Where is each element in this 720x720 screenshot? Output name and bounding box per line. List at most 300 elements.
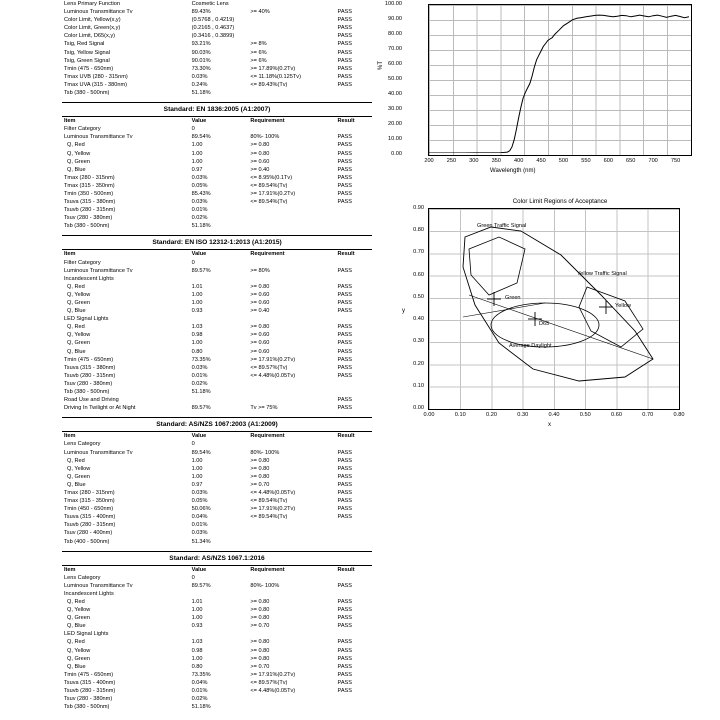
- row-result: PASS: [337, 465, 353, 472]
- table-row: [62, 655, 372, 663]
- standard-table: [62, 250, 372, 412]
- row-requirement: 80%- 100%: [250, 582, 280, 589]
- row-item: Q, Green: [67, 473, 91, 480]
- row-item: Tsig, Yellow Signal: [64, 49, 111, 56]
- row-requirement: >= 17.89%(0.2Tv): [250, 65, 296, 72]
- table-row: [62, 16, 372, 24]
- chromaticity-y-tick: 0.80: [413, 227, 424, 234]
- transmittance-y-tick: 80.00: [388, 31, 402, 37]
- report-tables-column: [62, 0, 372, 720]
- row-item: Q, Yellow: [67, 607, 91, 614]
- table-row: [62, 214, 372, 222]
- row-value: Cosmetic Lens: [191, 1, 229, 7]
- row-result: PASS: [337, 49, 353, 56]
- row-item: Q, Yellow: [67, 647, 91, 654]
- point-label-green: Green: [505, 295, 521, 301]
- row-value: 1.00: [191, 615, 203, 622]
- row-result: PASS: [337, 449, 353, 456]
- row-value: [190, 275, 249, 283]
- row-value: 0: [191, 259, 195, 266]
- row-result: [336, 630, 373, 638]
- row-result: PASS: [337, 25, 353, 32]
- table-row: [62, 222, 372, 230]
- row-value: 1.00: [191, 457, 203, 464]
- row-requirement: >= 0.80: [250, 465, 270, 472]
- row-item: Tmax UVB (280 - 315nm): [64, 73, 128, 80]
- table-row: [62, 8, 372, 16]
- chromaticity-x-tick: 0.80: [673, 412, 685, 418]
- row-value: 0.03%: [191, 489, 208, 496]
- row-item: Q, Red: [67, 599, 85, 605]
- row-requirement: [248, 315, 335, 323]
- row-result: PASS: [337, 41, 353, 48]
- row-requirement: >= 0.80: [250, 457, 270, 464]
- annotation-yellow-traffic-signal: Yellow Traffic Signal: [577, 271, 627, 277]
- row-requirement: [248, 125, 335, 133]
- table-row: [62, 671, 372, 679]
- table-row: [62, 606, 372, 614]
- standard-title: Standard: EN 1836:2005 (A1:2007): [62, 102, 372, 117]
- transmittance-y-axis-label: %T: [378, 61, 384, 70]
- row-item: Tsig, Green Signal: [64, 57, 110, 64]
- row-value: 1.00: [191, 158, 203, 165]
- transmittance-x-tick: 200: [424, 158, 434, 164]
- table-header-row: [62, 566, 372, 574]
- row-requirement: >= 17.91%(0.2Tv): [250, 671, 296, 678]
- table-row: [62, 630, 372, 638]
- transmittance-y-tick: 90.00: [388, 16, 402, 22]
- row-value: 0.98: [191, 332, 203, 339]
- table-row: [62, 206, 372, 214]
- table-row: [62, 125, 372, 133]
- row-value: 1.00: [191, 150, 203, 157]
- row-item: Q, Green: [67, 300, 91, 306]
- transmittance-x-tick: 500: [558, 158, 569, 164]
- row-value: 0.04%: [191, 514, 208, 521]
- row-requirement: >= 0.60: [250, 300, 270, 306]
- row-item: Lens Category: [64, 574, 101, 581]
- table-row: [62, 647, 372, 655]
- row-item: Lens Primary Function: [64, 1, 120, 7]
- row-requirement: >= 0.80: [250, 599, 270, 605]
- row-item: Tmax UVA (315 - 380nm): [64, 81, 128, 88]
- row-value: 0.98: [191, 647, 203, 654]
- table-row: [62, 73, 372, 81]
- row-result: [336, 259, 373, 267]
- table-row: [62, 315, 372, 323]
- table-row: [62, 291, 372, 299]
- table-row: [62, 57, 372, 65]
- standard-title: Standard: EN ISO 12312-1:2013 (A1:2015): [62, 235, 372, 250]
- chromaticity-y-tick: 0.30: [413, 338, 424, 345]
- row-item: Incandescent Lights: [64, 275, 114, 282]
- table-row: [62, 275, 372, 283]
- row-result: [336, 315, 373, 323]
- row-value: 0.02%: [191, 380, 208, 387]
- transmittance-y-tick: 50.00: [388, 76, 402, 82]
- row-result: PASS: [337, 372, 353, 379]
- row-requirement: 80%- 100%: [250, 449, 280, 456]
- table-row: [62, 529, 372, 537]
- table-row: [62, 364, 372, 372]
- row-item: Q, Yellow: [67, 150, 91, 157]
- row-requirement: [248, 521, 335, 529]
- chromaticity-x-tick: 0.00: [423, 412, 435, 418]
- table-row: [62, 259, 372, 267]
- row-item: Luminous Transmittance Tv: [64, 449, 133, 456]
- transmittance-x-tick: 450: [536, 158, 546, 164]
- table-row: [62, 622, 372, 630]
- column-header: Requirement: [250, 251, 285, 258]
- row-item: Tsuv (280 - 380nm): [64, 215, 113, 222]
- column-header: Result: [337, 566, 355, 573]
- table-row: [62, 396, 372, 404]
- table-row: [62, 638, 372, 646]
- column-header: Value: [191, 118, 207, 125]
- row-result: PASS: [337, 639, 353, 646]
- chromaticity-y-tick: 0.70: [413, 249, 424, 256]
- table-row: [62, 481, 372, 489]
- chromaticity-x-tick: 0.60: [611, 412, 622, 418]
- row-requirement: [248, 0, 335, 8]
- point-label-d65: D65: [539, 321, 550, 327]
- row-requirement: >= 0.80: [250, 607, 270, 614]
- row-result: PASS: [337, 489, 353, 496]
- row-result: PASS: [337, 615, 353, 622]
- table-row: [62, 614, 372, 622]
- column-header: Value: [191, 251, 207, 258]
- row-value: [190, 630, 249, 638]
- row-item: Tmax (315 - 350nm): [64, 182, 115, 189]
- transmittance-x-tick: 750: [670, 158, 681, 164]
- row-value: 0.03%: [191, 174, 208, 181]
- row-value: 1.00: [191, 142, 203, 149]
- row-result: PASS: [337, 623, 353, 630]
- chromaticity-y-tick: 0.10: [413, 382, 424, 389]
- row-item: LED Signal Lights: [64, 631, 109, 638]
- transmittance-y-tick: 70.00: [388, 46, 402, 52]
- row-item: Tsuvb (280 - 315nm): [64, 207, 116, 214]
- row-requirement: <= 4.48%(0.05Tv): [250, 489, 296, 496]
- row-requirement: <= 11.18%(0.125Tv): [250, 73, 301, 80]
- transmittance-curve: [429, 5, 689, 153]
- row-requirement: [248, 24, 335, 32]
- top-results-table: [62, 0, 372, 97]
- row-requirement: >= 0.80: [250, 324, 270, 331]
- row-value: 51.18%: [191, 704, 211, 711]
- row-value: 73.35%: [191, 356, 211, 363]
- row-value: 0.97: [191, 481, 203, 488]
- transmittance-x-tick: 400: [513, 158, 524, 164]
- row-requirement: >= 0.40: [250, 308, 270, 315]
- row-item: Q, Red: [67, 324, 85, 331]
- row-value: [190, 396, 249, 404]
- row-value: 73.35%: [191, 671, 211, 678]
- row-value: 0.04%: [191, 679, 208, 686]
- table-header-row: [62, 117, 372, 125]
- row-value: 1.00: [191, 607, 203, 614]
- row-value: 0.80: [191, 348, 203, 355]
- row-result: PASS: [337, 340, 353, 347]
- table-row: [62, 89, 372, 97]
- row-requirement: [248, 89, 335, 97]
- row-requirement: <= 89.57%(Tv): [250, 679, 288, 686]
- row-item: Tsuv (280 - 400nm): [64, 530, 113, 537]
- row-value: 0.01%: [191, 522, 208, 529]
- row-requirement: <= 89.54%(Tv): [250, 199, 288, 206]
- row-value: 51.18%: [191, 389, 211, 396]
- chromaticity-y-axis-label: y: [402, 308, 405, 314]
- row-requirement: [248, 538, 335, 546]
- row-item: Tsuva (315 - 380nm): [64, 199, 116, 206]
- chromaticity-x-tick: 0.30: [517, 412, 529, 418]
- row-requirement: [248, 396, 335, 404]
- row-result: PASS: [337, 308, 353, 315]
- table-row: [62, 380, 372, 388]
- row-item: Tsb (380 - 500nm): [64, 223, 110, 230]
- row-result: PASS: [337, 81, 353, 88]
- row-requirement: [248, 16, 335, 24]
- column-header: Item: [64, 566, 76, 573]
- row-item: Tsb (380 - 500nm): [64, 90, 110, 97]
- transmittance-chart: [380, 0, 714, 196]
- transmittance-y-tick: 0.00: [391, 151, 402, 157]
- row-item: Tmin (475 - 650nm): [64, 65, 114, 72]
- column-header: Item: [64, 118, 76, 125]
- row-result: PASS: [337, 158, 353, 165]
- table-row: [62, 40, 372, 48]
- transmittance-x-tick: 550: [581, 158, 591, 164]
- row-value: 0.03%: [191, 364, 208, 371]
- chromaticity-x-axis-label: x: [548, 422, 551, 428]
- row-requirement: >= 0.80: [250, 647, 270, 654]
- row-requirement: >= 0.70: [250, 481, 270, 488]
- row-result: [336, 590, 373, 598]
- row-value: 1.00: [191, 340, 203, 347]
- row-item: Tsig, Red Signal: [64, 41, 105, 48]
- table-row: [62, 663, 372, 671]
- row-result: PASS: [337, 688, 353, 695]
- row-value: [190, 315, 249, 323]
- row-requirement: <= 4.48%(0.05Tv): [250, 372, 296, 379]
- row-requirement: >= 17.91%(0.2Tv): [250, 190, 296, 197]
- row-requirement: >= 6%: [250, 57, 267, 64]
- table-row: [62, 598, 372, 606]
- chromaticity-x-tick: 0.40: [548, 412, 560, 418]
- row-value: 50.06%: [191, 506, 211, 513]
- row-result: PASS: [337, 582, 353, 589]
- row-requirement: >= 0.40: [250, 166, 270, 173]
- row-requirement: >= 0.60: [250, 348, 270, 355]
- row-requirement: [248, 440, 335, 448]
- row-requirement: [248, 275, 335, 283]
- row-value: 89.43%: [191, 9, 211, 16]
- row-item: Tsb (400 - 500nm): [64, 538, 110, 545]
- row-result: PASS: [337, 655, 353, 662]
- table-row: [62, 323, 372, 331]
- chromaticity-chart: [380, 196, 714, 456]
- row-result: [336, 440, 373, 448]
- row-result: [336, 214, 373, 222]
- table-row: [62, 182, 372, 190]
- row-result: PASS: [337, 57, 353, 64]
- transmittance-y-tick: 60.00: [388, 61, 402, 67]
- row-value: (0.2165 , 0.4637): [191, 25, 235, 32]
- row-requirement: >= 0.80: [250, 283, 270, 290]
- row-requirement: [248, 574, 335, 582]
- row-item: Q, Yellow: [67, 465, 91, 472]
- transmittance-y-tick: 100.00: [384, 1, 402, 7]
- row-value: 1.03: [191, 324, 203, 331]
- row-result: PASS: [337, 174, 353, 181]
- row-value: 1.00: [191, 291, 203, 298]
- row-item: Luminous Transmittance Tv: [64, 267, 133, 274]
- table-row: [62, 449, 372, 457]
- row-value: 0.24%: [191, 81, 208, 88]
- column-header: Requirement: [250, 433, 285, 440]
- row-result: PASS: [337, 33, 353, 40]
- row-requirement: >= 0.70: [250, 623, 270, 630]
- chromaticity-y-tick: 0.20: [413, 360, 424, 367]
- row-item: Tsb (380 - 500nm): [64, 389, 110, 396]
- row-value: (0.5768 , 0.4219): [191, 17, 235, 24]
- row-value: [190, 590, 249, 598]
- chromaticity-x-tick: 0.50: [579, 412, 591, 418]
- row-value: 0.03%: [191, 73, 208, 80]
- row-value: 85.43%: [191, 190, 211, 197]
- row-result: PASS: [337, 607, 353, 614]
- row-item: Tmin (475 - 650nm): [64, 671, 114, 678]
- row-requirement: >= 40%: [250, 9, 270, 16]
- row-item: Tmax (315 - 350nm): [64, 498, 115, 505]
- row-result: [336, 275, 373, 283]
- transmittance-x-axis-label: Wavelength (nm): [490, 168, 536, 174]
- table-header-row: [62, 250, 372, 258]
- table-row: [62, 0, 372, 8]
- row-requirement: [248, 703, 335, 711]
- row-item: Lens Category: [64, 441, 101, 448]
- row-result: PASS: [337, 134, 353, 141]
- row-result: PASS: [337, 671, 353, 678]
- standard-table: [62, 432, 372, 545]
- row-result: [336, 538, 373, 546]
- row-item: Driving In Twilight or At Night: [64, 405, 136, 412]
- table-row: [62, 307, 372, 315]
- table-row: [62, 440, 372, 448]
- row-requirement: >= 0.60: [250, 158, 270, 165]
- table-row: [62, 198, 372, 206]
- chromaticity-y-tick: 0.90: [413, 205, 424, 211]
- table-row: [62, 166, 372, 174]
- chromaticity-y-tick: 0.50: [413, 293, 424, 300]
- row-item: Tsuva (315 - 380nm): [64, 364, 116, 371]
- row-requirement: >= 0.80: [250, 615, 270, 622]
- row-result: PASS: [337, 473, 353, 480]
- row-result: PASS: [337, 190, 353, 197]
- row-item: Tsuvb (280 - 315nm): [64, 688, 116, 695]
- column-header: Requirement: [250, 566, 285, 573]
- row-result: [336, 388, 373, 396]
- row-result: PASS: [337, 65, 353, 72]
- table-row: [62, 65, 372, 73]
- row-item: Tsuva (315 - 400nm): [64, 679, 116, 686]
- row-requirement: 80%- 100%: [250, 134, 280, 141]
- row-result: PASS: [337, 73, 353, 80]
- row-requirement: <= 89.54%(Tv): [250, 182, 288, 189]
- row-item: Q, Red: [67, 639, 85, 646]
- transmittance-plot-area: [428, 4, 692, 156]
- table-row: [62, 299, 372, 307]
- chromaticity-y-tick: 0.00: [413, 405, 424, 411]
- row-item: Road Use and Driving: [64, 397, 119, 404]
- row-value: 0.80: [191, 663, 203, 670]
- table-row: [62, 404, 372, 412]
- row-result: PASS: [337, 397, 353, 404]
- row-value: 89.54%: [191, 449, 211, 456]
- chromaticity-diagram: [429, 209, 677, 407]
- row-item: Q, Blue: [67, 308, 86, 315]
- row-item: Color Limit, D65(x,y): [64, 33, 115, 40]
- table-row: [62, 283, 372, 291]
- row-result: [336, 529, 373, 537]
- table-row: [62, 348, 372, 356]
- row-value: 0.05%: [191, 498, 208, 505]
- standard-title: Standard: AS/NZS 1067.1:2016: [62, 551, 372, 566]
- table-row: [62, 141, 372, 149]
- row-value: 1.03: [191, 639, 203, 646]
- chromaticity-x-tick: 0.20: [486, 412, 497, 418]
- row-requirement: <= 89.54%(Tv): [250, 498, 288, 505]
- table-row: [62, 521, 372, 529]
- row-result: PASS: [337, 663, 353, 670]
- row-item: Tmin (350 - 500nm): [64, 190, 114, 197]
- row-result: PASS: [337, 291, 353, 298]
- transmittance-x-tick: 700: [648, 158, 658, 164]
- standard-table: [62, 117, 372, 230]
- table-row: [62, 150, 372, 158]
- chromaticity-y-tick: 0.60: [413, 271, 424, 278]
- table-row: [62, 133, 372, 141]
- column-header: Value: [191, 566, 207, 573]
- table-row: [62, 267, 372, 275]
- row-requirement: >= 0.70: [250, 663, 270, 670]
- row-requirement: >= 8%: [250, 41, 267, 48]
- row-result: [336, 380, 373, 388]
- row-requirement: Tv >= 75%: [250, 405, 278, 412]
- column-header: Result: [337, 118, 355, 125]
- row-result: [336, 521, 373, 529]
- row-value: 0.03%: [191, 530, 208, 537]
- row-requirement: >= 6%: [250, 49, 267, 56]
- row-item: Q, Blue: [67, 348, 86, 355]
- row-result: PASS: [337, 514, 353, 521]
- row-item: Tsuvb (280 - 315nm): [64, 372, 116, 379]
- row-result: PASS: [337, 283, 353, 290]
- row-result: PASS: [337, 9, 353, 16]
- row-value: 90.03%: [191, 49, 211, 56]
- transmittance-y-tick: 20.00: [388, 121, 402, 127]
- row-item: Tsuva (315 - 400nm): [64, 514, 116, 521]
- table-row: [62, 158, 372, 166]
- table-row: [62, 457, 372, 465]
- column-header: Result: [337, 433, 355, 440]
- row-item: Q, Blue: [67, 166, 86, 173]
- row-value: 89.57%: [191, 405, 211, 412]
- row-requirement: >= 0.60: [250, 340, 270, 347]
- row-item: Luminous Transmittance Tv: [64, 134, 133, 141]
- row-requirement: <= 4.48%(0.05Tv): [250, 688, 296, 695]
- row-value: 0: [191, 126, 195, 133]
